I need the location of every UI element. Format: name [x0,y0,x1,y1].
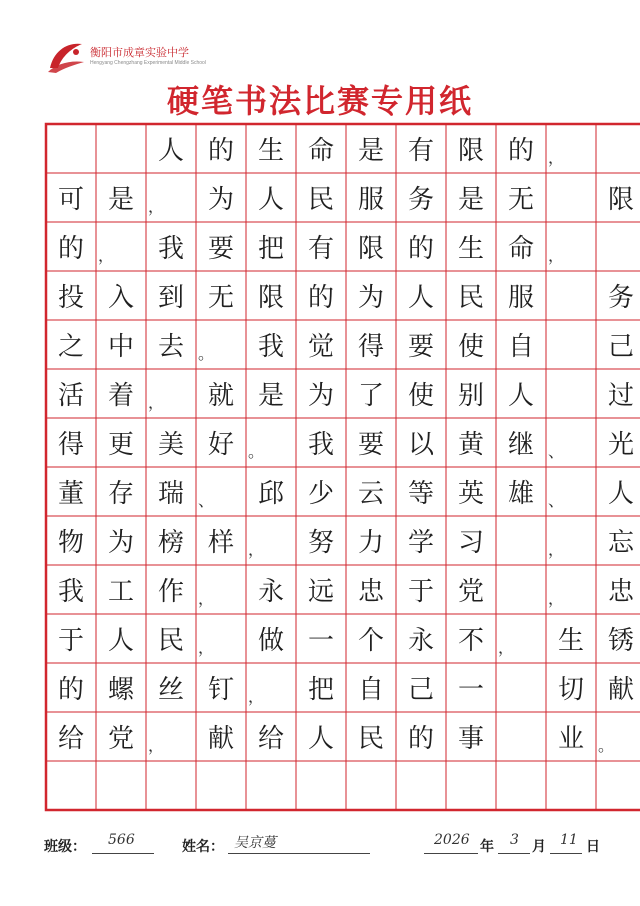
grid-character: 有 [307,234,334,264]
name-underline [228,853,370,854]
year-value: 2026 [434,832,470,848]
grid-character: 务 [407,185,434,215]
grid-character: 自 [357,675,384,705]
punctuation-mark: ， [148,393,165,412]
grid-character: 人 [107,626,134,656]
grid-character: 一 [307,626,334,656]
punctuation-mark: ， [548,540,565,559]
grid-character: 我 [307,430,334,460]
grid-character: 命 [307,136,334,166]
grid-character: 努 [307,528,334,558]
grid-character: 命 [507,234,534,264]
year-label: 年 [480,839,494,855]
grid-character: 的 [407,234,434,264]
grid-character: 英 [457,479,484,509]
grid-character: 人 [307,724,334,754]
grid-character: 榜 [157,528,184,558]
grid-character: 我 [257,332,284,362]
grid-character: 己 [407,675,434,705]
grid-character: 事 [457,724,484,754]
punctuation-mark: ， [548,589,565,608]
grid-character: 限 [607,185,634,215]
grid-character: 人 [157,136,184,166]
grid-character: 人 [607,479,634,509]
grid-character: 过 [607,381,634,411]
grid-character: 为 [307,381,334,411]
grid-character: 生 [557,626,584,656]
grid-character: 的 [507,136,534,166]
grid-character: 的 [307,283,334,313]
grid-character: 可 [57,185,84,215]
grid-character: 民 [307,185,334,215]
grid-character: 为 [207,185,234,215]
grid-character: 光 [607,430,634,460]
page-title: 硬笔书法比赛专用纸 [166,82,473,120]
class-label: 班级： [44,839,86,855]
grid-character: 限 [457,136,484,166]
grid-character: 远 [307,577,334,607]
grid-character: 学 [407,528,434,558]
grid-character: 把 [257,234,284,264]
grid-character: 觉 [307,332,334,362]
name-value: 吴京蔓 [234,835,276,851]
punctuation-mark: ， [198,589,215,608]
grid-character: 云 [357,479,384,509]
grid-character: 着 [107,381,134,411]
day-label: 日 [586,839,600,855]
month-label: 月 [532,839,546,855]
grid-character: 把 [307,675,334,705]
grid-character: 物 [57,528,84,558]
grid-character: 切 [557,675,584,705]
grid-character: 少 [307,479,334,509]
grid-character: 一 [457,675,484,705]
grid-character: 投 [57,283,84,313]
grid-character: 党 [107,724,134,754]
grid-character: 业 [557,724,584,754]
grid-character: 的 [207,136,234,166]
grid-character: 我 [157,234,184,264]
grid-character: 以 [407,430,434,460]
grid-character: 活 [57,381,84,411]
grid-character: 服 [507,283,534,313]
grid-character: 生 [257,136,284,166]
day-underline [550,853,582,854]
grid-character: 黄 [457,430,484,460]
class-value: 566 [108,832,135,848]
punctuation-mark: ， [548,148,565,167]
grid-character: 忘 [607,528,634,558]
grid-character: 民 [357,724,384,754]
month-underline [498,853,530,854]
grid-character: 力 [357,528,384,558]
grid-character: 钉 [207,675,234,705]
grid-character: 要 [207,234,234,264]
grid-character: 限 [357,234,384,264]
grid-character: 别 [457,381,484,411]
school-name-english: Hengyang Chengzhang Experimental Middle School [90,60,206,66]
grid-character: 务 [607,283,634,313]
punctuation-mark: 、 [198,491,215,510]
name-label: 姓名： [182,839,224,855]
grid-character: 使 [457,332,484,362]
grid-character: 不 [457,626,484,656]
grid-character: 到 [157,283,184,313]
day-value: 11 [560,832,578,848]
punctuation-mark: ， [148,736,165,755]
punctuation-mark: ， [248,687,265,706]
grid-character: 工 [107,577,134,607]
punctuation-mark: 、 [548,442,565,461]
grid-character: 的 [57,675,84,705]
grid-character: 入 [107,283,134,313]
grid-character: 给 [257,724,284,754]
grid-character: 锈 [607,626,634,656]
punctuation-mark: ， [98,246,115,265]
grid-character: 无 [507,185,534,215]
school-name: 衡阳市成章实验中学 [90,46,189,59]
grid-character: 为 [107,528,134,558]
grid-character: 之 [57,332,84,362]
punctuation-mark: 。 [248,442,265,461]
grid-character: 丝 [157,675,184,705]
punctuation-mark: 。 [598,736,615,755]
grid-character: 等 [407,479,434,509]
grid-character: 邱 [257,479,284,509]
grid-character: 作 [157,577,184,607]
grid-character: 是 [457,185,484,215]
punctuation-mark: ， [248,540,265,559]
grid-character: 了 [357,381,384,411]
footer [0,830,640,860]
grid-character: 于 [57,626,84,656]
grid-character: 好 [207,430,234,460]
month-value: 3 [510,832,519,848]
grid-character: 永 [257,577,284,607]
grid-character: 民 [457,283,484,313]
grid-character: 董 [57,479,84,509]
grid-character: 人 [507,381,534,411]
grid-character: 样 [207,528,234,558]
grid-character: 有 [407,136,434,166]
grid-character: 给 [57,724,84,754]
grid-character: 党 [457,577,484,607]
grid-character: 忠 [357,577,384,607]
grid-character: 中 [107,332,134,362]
punctuation-mark: ， [198,638,215,657]
grid-character: 是 [257,381,284,411]
grid-character: 得 [57,430,84,460]
grid-character: 服 [357,185,384,215]
grid-character: 去 [157,332,184,362]
grid-character: 螺 [107,675,134,705]
grid-character: 是 [107,185,134,215]
grid-character: 就 [207,381,234,411]
grid-character: 做 [257,626,284,656]
grid-character: 使 [407,381,434,411]
grid-character: 我 [57,577,84,607]
grid-character: 为 [357,283,384,313]
grid-character: 无 [207,283,234,313]
grid-character: 要 [407,332,434,362]
grid-character: 瑞 [157,479,184,509]
punctuation-mark: ， [548,246,565,265]
class-underline [92,853,154,854]
grid-character: 雄 [507,479,534,509]
grid-character: 永 [407,626,434,656]
punctuation-mark: ， [148,197,165,216]
grid-character: 美 [157,430,184,460]
grid-character: 己 [607,332,634,362]
grid-character: 人 [257,185,284,215]
grid-character: 人 [407,283,434,313]
grid-character: 忠 [607,577,634,607]
grid-character: 民 [157,626,184,656]
grid-character: 限 [257,283,284,313]
grid-character: 生 [457,234,484,264]
grid-character: 得 [357,332,384,362]
grid-character: 习 [457,528,484,558]
punctuation-mark: 。 [198,344,215,363]
grid-character: 的 [57,234,84,264]
grid-character: 继 [507,430,534,460]
grid-character: 的 [407,724,434,754]
grid-character: 存 [107,479,134,509]
year-underline [424,853,478,854]
punctuation-mark: 、 [548,491,565,510]
grid-character: 是 [357,136,384,166]
grid-character: 自 [507,332,534,362]
grid-character: 献 [207,724,234,754]
grid-character: 献 [607,675,634,705]
grid-character: 更 [107,430,134,460]
grid-character: 个 [357,626,384,656]
punctuation-mark: ， [498,638,515,657]
grid-character: 要 [357,430,384,460]
grid-character: 于 [407,577,434,607]
